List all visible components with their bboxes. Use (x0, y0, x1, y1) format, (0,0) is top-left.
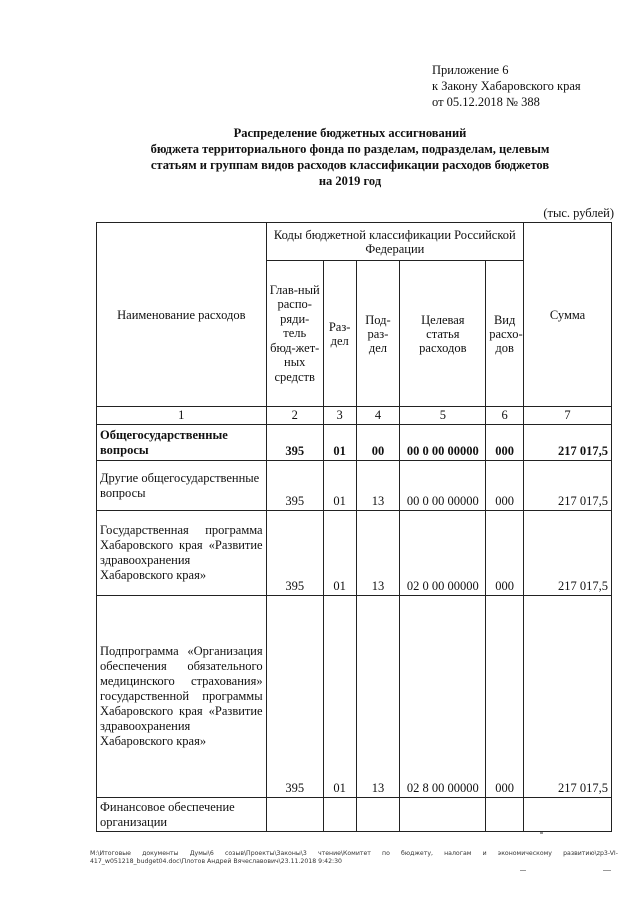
header-sum: Сумма (524, 223, 612, 407)
header-subsection: Под-раз-дел (356, 261, 400, 407)
header-row-1 (97, 223, 612, 261)
header-codes-group: Коды бюджетной классификации Российской Федерации (266, 223, 523, 261)
row-vr: 000 (486, 461, 524, 511)
title-line-2: бюджета территориального фонда по разделам, подразделам, целевым (150, 142, 550, 156)
row-name: Государственная программа Хабаровского края «Развитие здравоохранения Хабаровского края» (97, 511, 267, 596)
row-gr: 395 (266, 596, 323, 798)
table-row (97, 798, 612, 832)
row-vr: 000 (486, 596, 524, 798)
appendix-line-1: Приложение 6 (432, 63, 509, 77)
row-name: Финансовое обеспечение организации (97, 798, 267, 832)
row-sum: 217 017,5 (524, 425, 612, 461)
file-path-footer: M:\Итоговые документы Думы\6 созыв\Проекты\Законы\3 чтение\Комитет по бюджету, налогам и экономическому развитию\zp3-VI-417_w051218_budget04.doc\Плотов Андрей Вячеславович\23.11.2018 9:42:30 (90, 850, 618, 865)
row-gr: 395 (266, 511, 323, 596)
col-number: 1 (97, 407, 267, 425)
title-line-4: на 2019 год (318, 174, 382, 188)
header-main-manager: Глав-ный распо-ряди-тель бюд-жет-ных средств (266, 261, 323, 407)
row-vr: 000 (486, 425, 524, 461)
row-name: Общегосударственные вопросы (97, 425, 267, 461)
row-sum: 217 017,5 (524, 461, 612, 511)
col-number: 6 (486, 407, 524, 425)
row-cs: 02 0 00 00000 (400, 511, 486, 596)
row-gr: 395 (266, 425, 323, 461)
col-number: 7 (524, 407, 612, 425)
row-name: Подпрограмма «Организация обеспечения обязательного медицинского страхования» государственной программы Хабаровского края «Развитие здравоохранения Хабаровского края» (97, 596, 267, 798)
row-gr: 395 (266, 461, 323, 511)
row-pr: 13 (356, 596, 400, 798)
appendix-line-2: к Закону Хабаровского края (432, 79, 581, 93)
table-row (97, 511, 612, 596)
row-name: Другие общегосударственные вопросы (97, 461, 267, 511)
row-pr (356, 798, 400, 832)
header-target: Целевая статья расходов (400, 261, 486, 407)
col-number: 3 (323, 407, 356, 425)
table-row (97, 425, 612, 461)
scan-speck (520, 870, 526, 871)
row-vr (486, 798, 524, 832)
row-pr: 13 (356, 511, 400, 596)
scan-speck (603, 870, 611, 871)
row-sum: 217 017,5 (524, 511, 612, 596)
col-number: 4 (356, 407, 400, 425)
row-gr (266, 798, 323, 832)
appendix-block (432, 62, 581, 110)
col-number: 2 (266, 407, 323, 425)
table-row (97, 596, 612, 798)
table-row (97, 461, 612, 511)
header-section: Раз-дел (323, 261, 356, 407)
row-sum: 217 017,5 (524, 596, 612, 798)
row-rz: 01 (323, 461, 356, 511)
row-rz: 01 (323, 425, 356, 461)
row-vr: 000 (486, 511, 524, 596)
col-number: 5 (400, 407, 486, 425)
row-rz: 01 (323, 596, 356, 798)
row-pr: 13 (356, 461, 400, 511)
row-sum (524, 798, 612, 832)
row-cs (400, 798, 486, 832)
units-label: (тыс. рублей) (543, 206, 614, 220)
row-cs: 00 0 00 00000 (400, 461, 486, 511)
row-pr: 00 (356, 425, 400, 461)
row-cs: 00 0 00 00000 (400, 425, 486, 461)
document-title (110, 125, 590, 189)
scan-speck (540, 832, 543, 834)
budget-table (96, 222, 612, 832)
title-line-3: статьям и группам видов расходов классификации расходов бюджетов (150, 158, 550, 172)
header-type: Вид расхо-дов (486, 261, 524, 407)
column-numbers-row (97, 407, 612, 425)
row-rz (323, 798, 356, 832)
header-name: Наименование расходов (97, 223, 267, 407)
title-line-1: Распределение бюджетных ассигнований (233, 126, 467, 140)
row-cs: 02 8 00 00000 (400, 596, 486, 798)
appendix-line-3: от 05.12.2018 № 388 (432, 95, 540, 109)
row-rz: 01 (323, 511, 356, 596)
